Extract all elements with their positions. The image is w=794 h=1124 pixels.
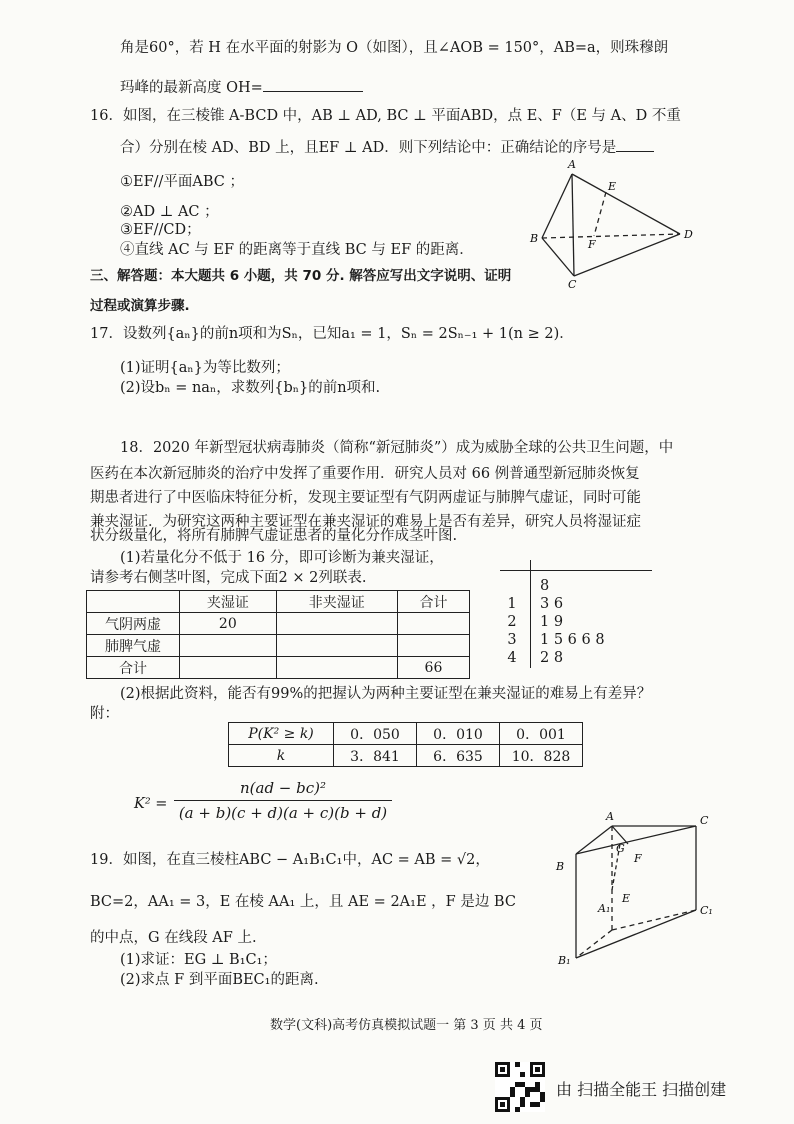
q17-part2: (2)设bₙ = naₙ，求数列{bₙ}的前n项和.: [120, 380, 381, 396]
fig19-label-c: C: [700, 814, 709, 827]
leaves: 1 5 6 6 8: [540, 632, 605, 648]
q19-line2: BC=2，AA₁ = 3，E 在棱 AA₁ 上，且 AE = 2A₁E ，F 是边 BC: [90, 894, 516, 910]
table-cell: [397, 613, 469, 635]
q16-line2-text: 合）分别在棱 AD、BD 上，且EF ⊥ AD．则下列结论中：正确结论的序号是: [120, 140, 617, 156]
table-cell: 肺脾气虚: [87, 635, 180, 657]
stem-leaf-row: [500, 576, 549, 596]
fraction-bar: [174, 800, 392, 801]
stem: 2: [507, 614, 517, 630]
table-cell: 合计: [397, 591, 469, 613]
q15-line1: 角是60°，若 H 在水平面的射影为 O（如图），且∠AOB = 150°，AB=a，则珠穆朗: [120, 40, 669, 56]
q19-line3: 的中点，G 在线段 AF 上.: [90, 930, 257, 946]
qr-code-icon: [495, 1062, 545, 1112]
table-cell: [276, 613, 397, 635]
table-cell: [276, 657, 397, 679]
q18-line2: 医药在本次新冠肺炎的治疗中发挥了重要作用．研究人员对 66 例普通型新冠肺炎恢复: [90, 466, 640, 482]
formula-fraction: [174, 778, 392, 823]
q18-line5: 状分级量化，将所有肺脾气虚证患者的量化分作成茎叶图.: [90, 528, 458, 544]
formula-numerator: n(ad − bc)²: [239, 779, 327, 797]
q15-line2: [120, 78, 363, 98]
stem: 3: [507, 632, 517, 648]
fig16-label-e: E: [608, 180, 617, 193]
table-cell: 0．001: [500, 723, 583, 745]
table-cell: [397, 635, 469, 657]
q15-line2-text: 玛峰的最新高度 OH=: [120, 80, 263, 96]
table-cell: 3．841: [334, 745, 417, 767]
fig16-label-b: B: [530, 232, 539, 245]
stem-leaf-plot: [500, 560, 660, 670]
table-cell: 夹湿证: [180, 591, 277, 613]
leaves: 8: [540, 578, 550, 594]
chi-square-formula: [134, 778, 404, 830]
fig19-label-b1: B₁: [558, 954, 571, 967]
table-cell: 0．050: [334, 723, 417, 745]
table-row: [87, 657, 470, 679]
table-cell: 0．010: [417, 723, 500, 745]
table-cell: P(K² ≥ k): [229, 723, 334, 745]
fig19-label-f: F: [634, 852, 642, 865]
prism-figure: [548, 810, 728, 970]
fig16-label-f: F: [588, 238, 596, 251]
scanner-watermark: 由 扫描全能王 扫描创建: [556, 1080, 727, 1099]
table-row: [87, 613, 470, 635]
leaves: 2 8: [540, 650, 564, 666]
q18-appendix-label: 附：: [90, 706, 119, 722]
fig19-label-a: A: [606, 810, 614, 823]
table-cell: 10．828: [500, 745, 583, 767]
fig16-label-c: C: [568, 278, 577, 291]
formula-denominator: (a + b)(c + d)(a + c)(b + d): [178, 804, 388, 822]
fig19-label-g: G: [616, 842, 625, 855]
stem-leaf-top-rule: [500, 570, 652, 571]
answer-blank: [263, 91, 363, 92]
answer-blank: [616, 151, 654, 152]
contingency-header-row: [87, 591, 470, 613]
q16-line1: 16．如图，在三棱锥 A-BCD 中，AB ⊥ AD, BC ⊥ 平面ABD，点 E、F（E 与 A、D 不重: [90, 108, 681, 124]
leaves: 3 6: [540, 596, 564, 612]
fig16-label-d: D: [684, 228, 693, 241]
table-cell: [180, 635, 277, 657]
q16-option-4: ④直线 AC 与 EF 的距离等于直线 BC 与 EF 的距离．: [120, 242, 474, 258]
stem-leaf-row: [500, 630, 605, 650]
q18-line1: 18．2020 年新型冠状病毒肺炎（简称“新冠肺炎”）成为威胁全球的公共卫生问题，中: [120, 440, 674, 456]
contingency-table: [86, 590, 470, 679]
leaves: 1 9: [540, 614, 564, 630]
q19-line1: 19．如图，在直三棱柱ABC − A₁B₁C₁中，AC = AB = √2，: [90, 852, 490, 868]
q19-part1: (1)求证：EG ⊥ B₁C₁；: [120, 952, 277, 968]
q17-stem: 17．设数列{aₙ}的前n项和为Sₙ，已知a₁ = 1，Sₙ = 2Sₙ₋₁ + 1(n ≥ 2)．: [90, 326, 574, 342]
stem: 1: [507, 596, 517, 612]
fig19-label-c1: C₁: [700, 904, 713, 917]
table-cell: 20: [180, 613, 277, 635]
q16-option-1: ①EF//平面ABC ；: [120, 174, 245, 190]
section3-header-line1: 三、解答题：本大题共 6 小题，共 70 分. 解答应写出文字说明、证明: [90, 268, 512, 284]
q16-line2: [120, 138, 654, 158]
stem-leaf-row: [500, 612, 563, 632]
table-cell: 合计: [87, 657, 180, 679]
table-cell: [180, 657, 277, 679]
table-row: [87, 635, 470, 657]
table-cell: 气阴两虚: [87, 613, 180, 635]
critical-value-table: [228, 722, 583, 767]
table-cell: 66: [397, 657, 469, 679]
table-cell: [87, 591, 180, 613]
table-cell: 6．635: [417, 745, 500, 767]
q18-part1-line1: (1)若量化分不低于 16 分，即可诊断为兼夹湿证，: [120, 550, 444, 566]
table-row: [229, 723, 583, 745]
table-cell: 非夹湿证: [276, 591, 397, 613]
q18-line4: 兼夹湿证．为研究这两种主要证型在兼夹湿证的难易上是否有差异，研究人员将湿证症: [90, 514, 641, 530]
fig19-label-a1: A₁: [598, 902, 611, 915]
q17-part1: (1)证明{aₙ}为等比数列；: [120, 360, 290, 376]
section3-header-line2: 过程或演算步骤.: [90, 298, 190, 314]
stem-leaf-row: [500, 648, 563, 668]
q18-part2: (2)根据此资料，能否有99%的把握认为两种主要证型在兼夹湿证的难易上有差异？: [120, 686, 652, 702]
table-cell: [276, 635, 397, 657]
formula-lhs: K² =: [134, 796, 168, 812]
stem-leaf-row: [500, 594, 563, 614]
fig19-label-b: B: [556, 860, 565, 873]
tetrahedron-figure: [522, 156, 722, 292]
q19-part2: (2)求点 F 到平面BEC₁的距离.: [120, 972, 319, 988]
table-cell: k: [229, 745, 334, 767]
q16-option-3: ③EF//CD；: [120, 222, 201, 238]
fig16-label-a: A: [568, 158, 576, 171]
q18-part1-line2: 请参考右侧茎叶图，完成下面2 × 2列联表.: [90, 570, 367, 586]
stem: 4: [507, 650, 517, 666]
page-footer: 数学(文科)高考仿真模拟试题一 第 3 页 共 4 页: [270, 1018, 543, 1033]
table-row: [229, 745, 583, 767]
fig19-label-e: E: [622, 892, 631, 905]
q16-option-2: ②AD ⊥ AC ；: [120, 204, 219, 220]
q18-line3: 期患者进行了中医临床特征分析，发现主要证型有气阴两虚证与肺脾气虚证，同时可能: [90, 490, 641, 506]
